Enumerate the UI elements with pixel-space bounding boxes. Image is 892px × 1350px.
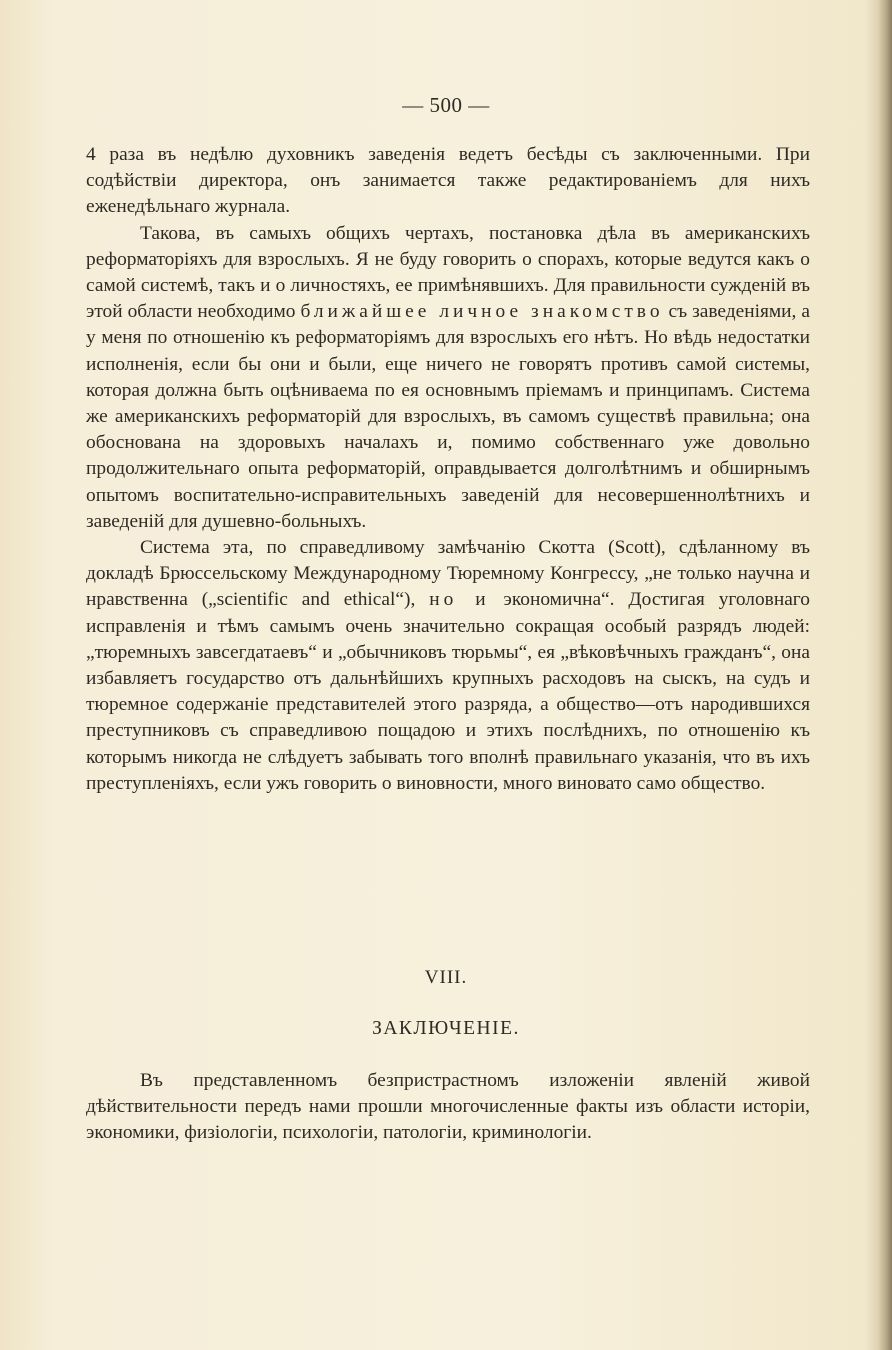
paragraph-continuation: 4 раза въ недѣлю духовникъ заведенія ведетъ бесѣды съ заключенными. При содѣйствіи директора, онъ занимается также редактированіемъ для нихъ еженедѣльнаго журнала. — [86, 144, 810, 218]
spaced-emphasis: но и — [429, 589, 490, 611]
paragraph-text: Система эта, по справедливому замѣчанію Скотта (Scott), сдѣланному въ докладѣ Брюссельскому Международному Тюремному Конгрессу, „не только научна и нравственна („scientific and ethical“), — [86, 537, 810, 611]
page-number: — 500 — — [402, 93, 490, 117]
paragraph-conclusion: Въ представленномъ безпристрастномъ изложеніи явленій живой дѣйствительности передъ нами прошли многочисленные факты изъ области исторіи, экономики, физіологіи, психологіи, патологіи, криминологіи. — [86, 1070, 810, 1144]
paragraph-text: экономична“. Достигая уголовнаго исправленія и тѣмъ самымъ очень значительно сокращая особый разрядъ людей: „тюремныхъ завсегдатаевъ“ и „обычниковъ тюрьмы“, ея „вѣковѣчныхъ гражданъ“, она избавляетъ государство отъ дальнѣйшихъ крупныхъ расходовъ на сыскъ, на судъ и тюремное содержаніе представителей этого разряда, а общество—отъ народившихся преступниковъ съ справедливою пощадою и этихъ послѣднихъ, по отношенію къ которымъ никогда не слѣдуетъ забывать того вполнѣ правильнаго указанія, что въ ихъ преступленіяхъ, если ужъ говорить о виновности, много виновато само общество. — [86, 589, 810, 794]
body-text — [86, 142, 810, 797]
conclusion-text — [86, 1068, 810, 1147]
paragraph-text: съ заведеніями, а у меня по отношенію къ реформаторіямъ для взрослыхъ его нѣтъ. Но вѣдь недостатки исполненія, если бы они и были, еще ничего не говорятъ противъ самой системы, которая должна быть оцѣниваема по ея основнымъ пріемамъ и принципамъ. Система же американскихъ реформаторій для взрослыхъ, въ самомъ существѣ правильна; она обоснована на здоровыхъ началахъ и, помимо собственнаго уже довольно продолжительнаго опыта реформаторій, оправдывается долголѣтнимъ и обширнымъ опытомъ воспитательно-исправительныхъ заведеній для несовершеннолѣтнихъ и заведеній для душевно-больныхъ. — [86, 301, 810, 532]
paragraph-reformatories — [86, 221, 810, 535]
spaced-emphasis: ближайшее личное знакомство — [300, 301, 664, 323]
section-number: VIII. — [424, 967, 468, 988]
page-edge-shadow — [878, 0, 892, 1350]
paragraph-text: Такова, въ самыхъ общихъ чертахъ, постановка дѣла въ американскихъ реформаторіяхъ для взрослыхъ. Я не буду говорить о спорахъ, которые ведутся какъ о самой системѣ, такъ и о личностяхъ, ее примѣнявшихъ. Для правильности сужденій въ этой области необходимо — [86, 222, 810, 323]
section-title: ЗАКЛЮЧЕНІЕ. — [372, 1018, 520, 1039]
paragraph-scott — [86, 535, 810, 797]
